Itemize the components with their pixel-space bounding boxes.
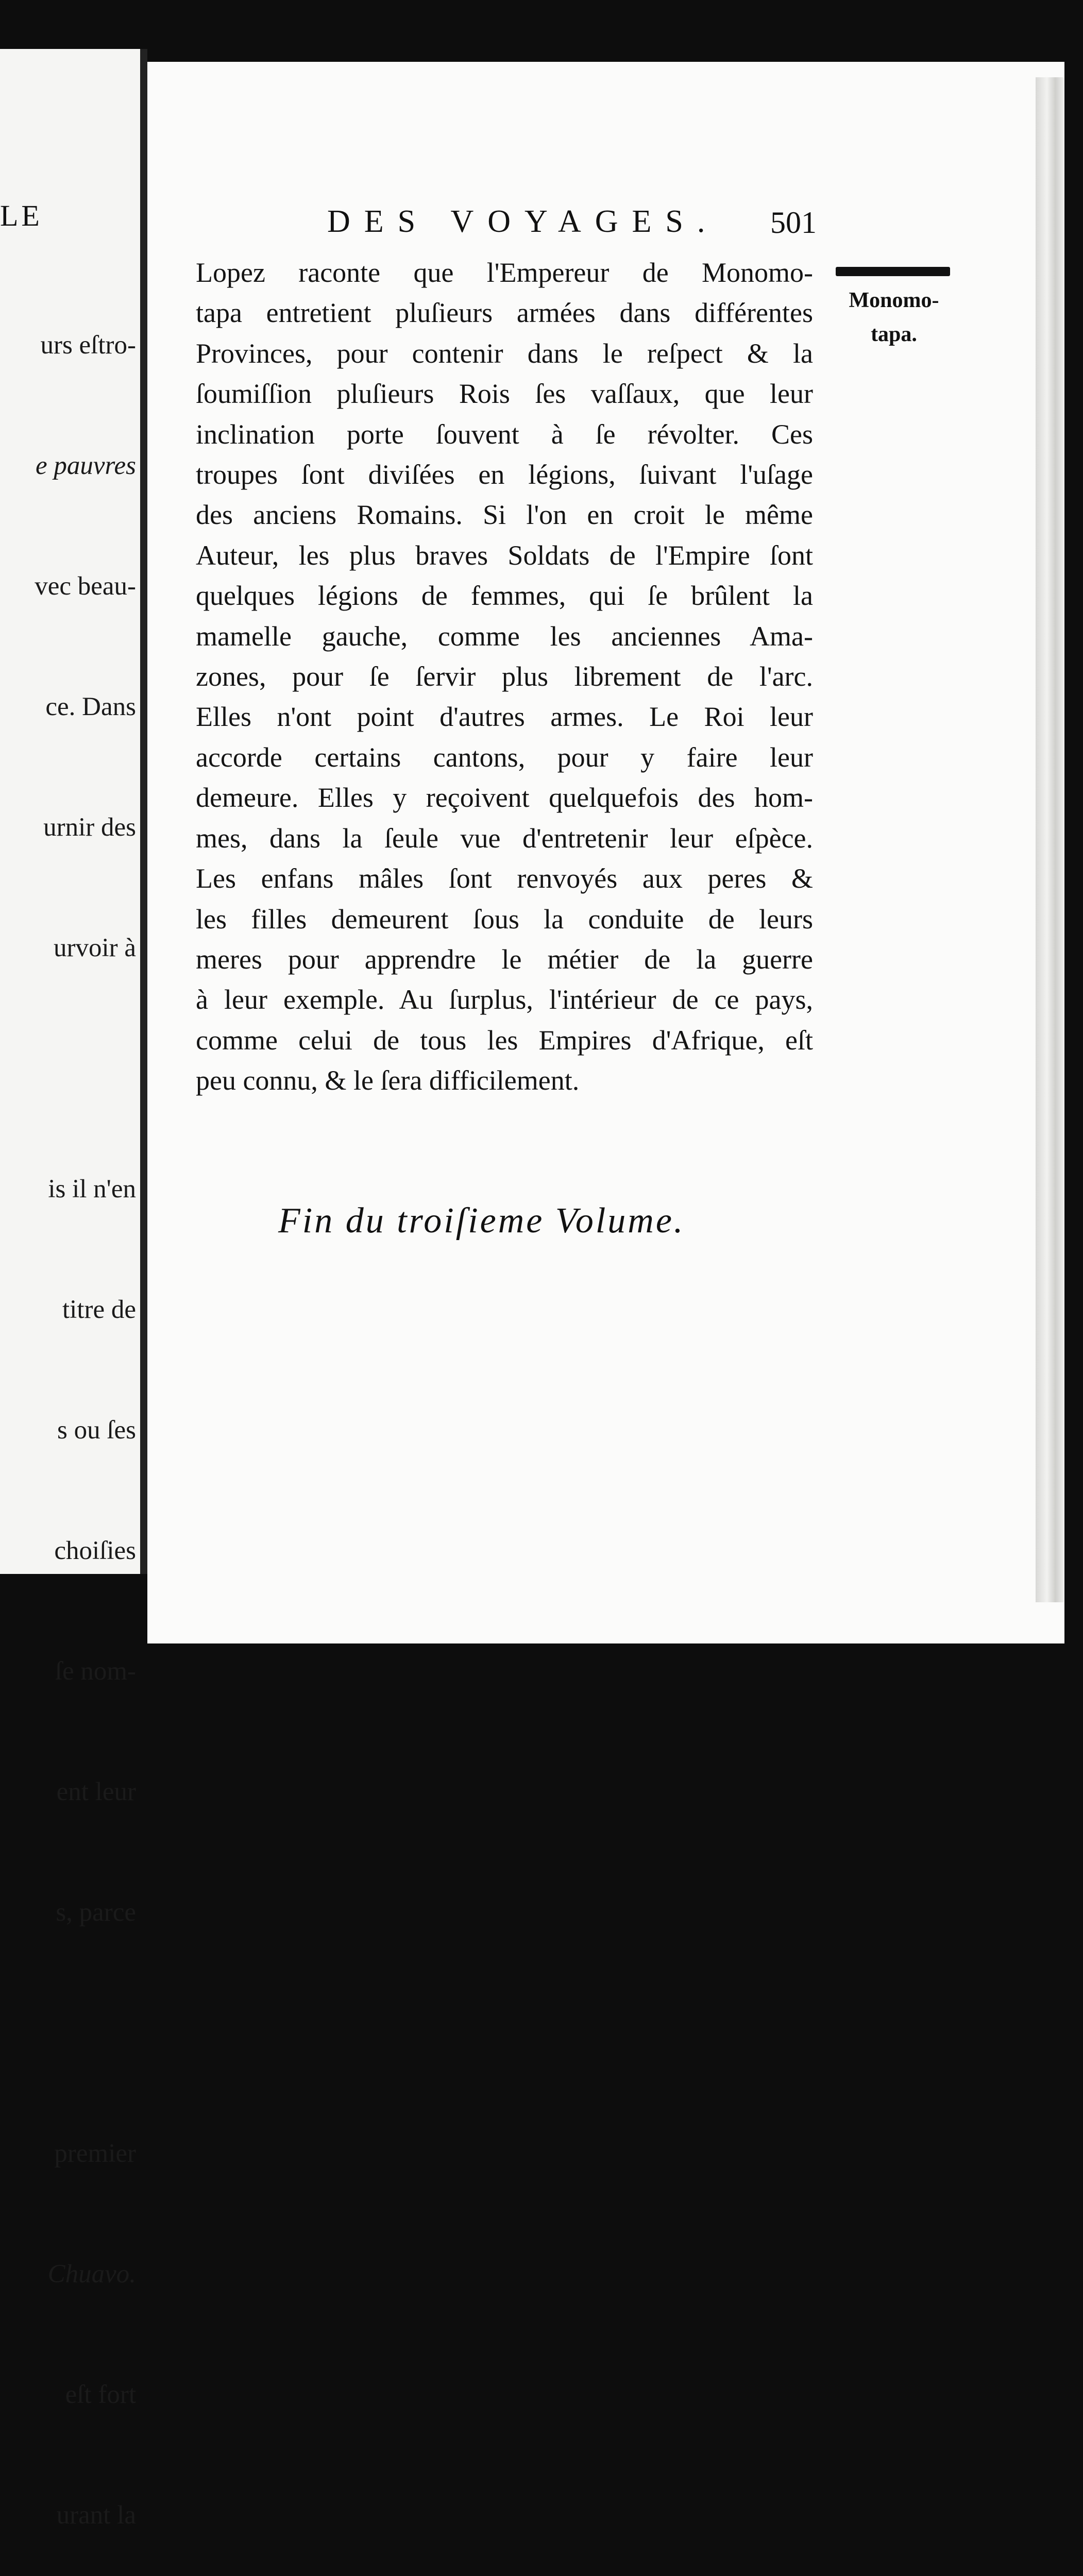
left-line — [35, 2013, 136, 2053]
left-page-fragment — [0, 49, 140, 2530]
left-line: urnir des — [43, 813, 136, 842]
page-number: 501 — [770, 206, 817, 240]
left-line: eſt fort — [65, 2380, 136, 2409]
left-line — [35, 1048, 136, 1089]
body-line: Les enfans mâles ſont renvoyés aux peres & — [196, 863, 813, 894]
body-line: Auteur, les plus braves Soldats de l'Empire ſont — [196, 539, 813, 571]
running-head: DES VOYAGES. — [327, 204, 719, 239]
body-line: accorde certains cantons, pour y faire leur — [196, 741, 813, 773]
body-line: des anciens Romains. Si l'on en croit le même — [196, 499, 813, 531]
body-line: mamelle gauche, comme les anciennes Ama- — [196, 620, 813, 652]
body-line: tapa entretient pluſieurs armées dans différentes — [196, 297, 813, 329]
page-edge-stack — [1036, 77, 1064, 1602]
left-line: s ou ſes — [57, 1416, 136, 1445]
left-line: premier — [54, 2139, 136, 2168]
body-line: peu connu, & le ſera difficilement. — [196, 1065, 580, 1096]
body-line: zones, pour ſe ſervir plus librement de l'arc. — [196, 661, 813, 692]
closing-line: Fin du troiſieme Volume. — [278, 1201, 685, 1241]
body-line: demeure. Elles y reçoivent quelquefois des hom- — [196, 782, 813, 814]
body-paragraph — [196, 252, 813, 1101]
left-line: titre de — [62, 1295, 136, 1324]
left-line: urs eſtro- — [40, 331, 136, 360]
left-line: ſe nom- — [55, 1657, 136, 1686]
left-line: is il n'en — [48, 1175, 136, 1204]
body-line: Provinces, pour contenir dans le reſpect & la — [196, 337, 813, 369]
left-line: ce. Dans — [45, 692, 136, 721]
left-line: e pauvres — [36, 451, 136, 480]
left-line: choiſies — [54, 1536, 136, 1565]
body-line: inclination porte ſouvent à ſe révolter. Ces — [196, 418, 813, 450]
margin-note-line: tapa. — [871, 323, 917, 346]
left-line: vec beau- — [35, 572, 136, 601]
book-spine — [140, 49, 147, 1574]
body-line: mes, dans la ſeule vue d'entretenir leur eſpèce. — [196, 822, 813, 854]
left-line: urvoir à — [53, 934, 136, 962]
body-line: quelques légions de femmes, qui ſe brûlent la — [196, 580, 813, 612]
body-line: ſoumiſſion pluſieurs Rois ſes vaſſaux, que leur — [196, 378, 813, 410]
body-line: troupes ſont diviſées en légions, ſuivant l'uſage — [196, 459, 813, 490]
left-line: Chuavo. — [47, 2260, 136, 2289]
left-page-text — [35, 245, 136, 2576]
body-line: à leur exemple. Au ſurplus, l'intérieur de ce pays, — [196, 984, 813, 1015]
left-running-head: LE — [0, 199, 43, 232]
left-line: s, parce — [56, 1898, 136, 1927]
margin-note-line: Monomo- — [849, 289, 939, 312]
body-line: les filles demeurent ſous la conduite de leurs — [196, 903, 813, 935]
body-line: comme celui de tous les Empires d'Afrique, eſt — [196, 1024, 813, 1056]
body-line: meres pour apprendre le métier de la guerre — [196, 943, 813, 975]
margin-rule — [836, 267, 950, 276]
body-line: Elles n'ont point d'autres armes. Le Roi leur — [196, 701, 813, 733]
left-line: ent leur — [56, 1777, 136, 1806]
body-line: Lopez raconte que l'Empereur de Monomo- — [196, 257, 813, 288]
left-line: urant la — [56, 2501, 136, 2530]
margin-note — [827, 283, 961, 351]
